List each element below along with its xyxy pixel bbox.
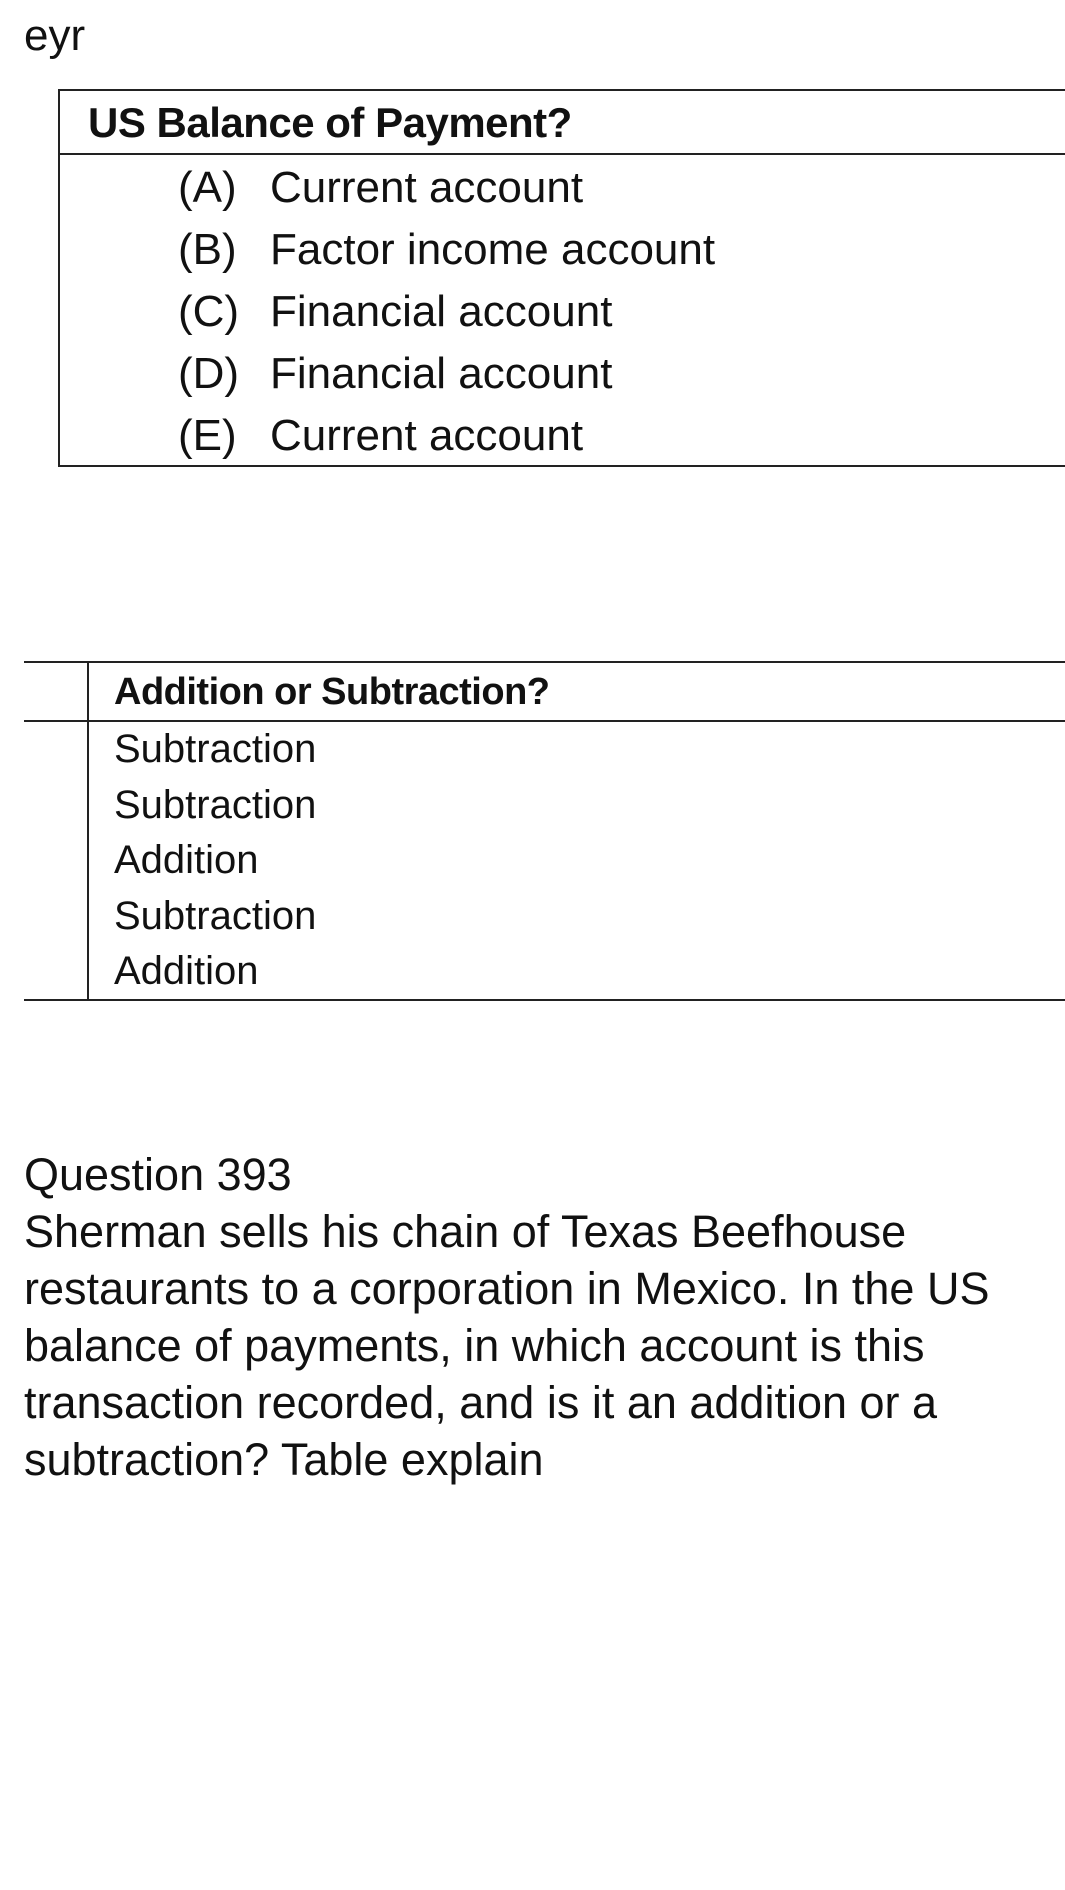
table-row xyxy=(60,281,1065,343)
question-block xyxy=(24,1146,1054,1488)
table-row: Subtraction xyxy=(114,893,317,938)
table-body xyxy=(60,155,1065,467)
balance-of-payment-table xyxy=(58,89,1065,467)
option-letter: (C) xyxy=(178,287,240,336)
table-row: Addition xyxy=(114,838,259,882)
option-label: Current account xyxy=(270,411,584,460)
table-row: Subtraction xyxy=(114,727,317,771)
top-text: eyr xyxy=(24,11,86,60)
option-label: Current account xyxy=(270,163,584,212)
table-row xyxy=(60,405,1065,467)
option-label: Financial account xyxy=(270,349,613,398)
question-text: Sherman sells his chain of Texas Beefhouse restaurants to a corporation in Mexico. In the US balance of payments, in which account is this transaction recorded, and is it an addition or a subtraction? Table explain xyxy=(24,1206,990,1485)
column-divider xyxy=(87,663,89,999)
table-header: US Balance of Payment? xyxy=(60,91,1065,155)
table-header: Addition or Subtraction? xyxy=(24,663,1065,722)
table-row xyxy=(60,219,1065,281)
table-row: Addition xyxy=(114,949,259,993)
option-letter: (B) xyxy=(178,225,237,274)
table-row xyxy=(60,343,1065,405)
table-row: Subtraction xyxy=(114,782,317,827)
table-row xyxy=(60,157,1065,219)
addition-subtraction-table xyxy=(24,661,1065,1001)
option-label: Factor income account xyxy=(270,225,716,274)
option-letter: (D) xyxy=(178,349,240,398)
option-label: Financial account xyxy=(270,287,613,336)
option-letter: (A) xyxy=(178,163,237,212)
question-title: Question 393 xyxy=(24,1149,292,1200)
option-letter: (E) xyxy=(178,411,237,460)
